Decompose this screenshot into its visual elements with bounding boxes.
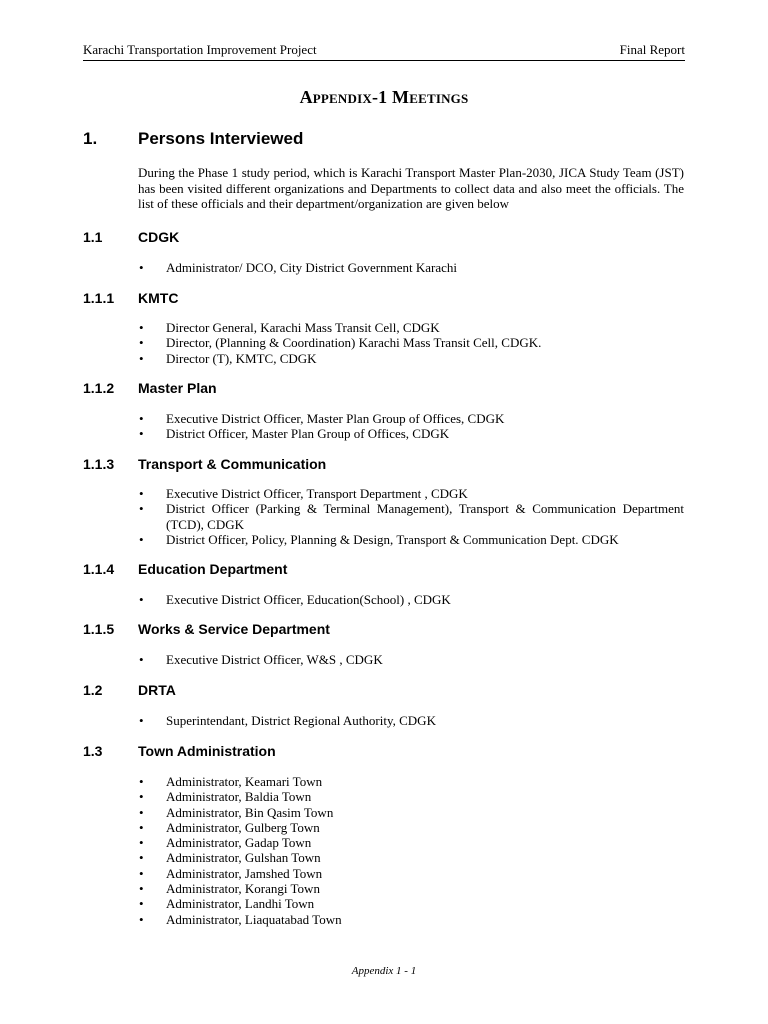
report-type: Final Report [619,42,685,57]
bullet-icon: • [139,426,144,442]
project-name: Karachi Transportation Improvement Project [83,42,317,57]
subsection-title: Town Administration [138,743,276,759]
list-item: • Administrator/ DCO, City District Government Karachi [139,260,458,275]
subsection-heading [83,380,217,396]
bullet-icon: • [139,865,144,881]
subsection-heading [83,621,330,637]
list-item: • Superintendant, District Regional Authority, CDGK [139,713,436,728]
list-item: • Executive District Officer, Education(School) , CDGK [139,592,451,607]
list-item: • District Officer (Parking & Terminal Management), Transport & Communication Department (TCD), CDGK [139,501,684,532]
subsection-title: DRTA [138,682,176,698]
list-item: • Administrator, Liaquatabad Town [139,911,342,927]
bullet-icon: • [139,789,144,805]
list-item: • Administrator, Korangi Town [139,881,320,897]
bullet-icon: • [139,652,144,667]
bullet-icon: • [139,486,144,501]
intro-paragraph: During the Phase 1 study period, which is Karachi Transport Master Plan-2030, JICA Study Team (JST) has been visited different organizations and Departments to collect data and also meet the officials. The list of these officials and their department/organization are given below [138,165,684,211]
bullet-list [138,592,684,607]
bullet-icon: • [139,592,144,607]
section-title: Persons Interviewed [138,129,304,148]
subsection-number: 1.1.1 [83,290,115,306]
bullet-icon: • [139,774,144,789]
bullet-icon: • [139,881,144,897]
list-item: • Administrator, Keamari Town [139,774,323,789]
running-header [83,42,685,61]
list-item: • District Officer, Master Plan Group of Offices, CDGK [139,426,450,442]
bullet-list [138,774,684,927]
subsection-heading [83,561,287,577]
list-item: • Administrator, Baldia Town [139,789,312,805]
bullet-icon: • [139,911,144,927]
list-item: • Director General, Karachi Mass Transit Cell, CDGK [139,320,440,335]
bullet-list [138,652,684,667]
bullet-icon: • [139,896,144,912]
bullet-icon: • [139,804,144,820]
bullet-icon: • [139,850,144,866]
subsection-number: 1.1.3 [83,456,115,472]
subsection-title: Master Plan [138,380,217,396]
bullet-icon: • [139,335,144,351]
subsection-title: Education Department [138,561,288,577]
subsection-title: CDGK [138,229,180,245]
list-item: • Administrator, Landhi Town [139,896,315,912]
bullet-list [138,320,684,366]
bullet-icon: • [139,819,144,835]
subsection-title: Transport & Communication [138,456,327,472]
list-item: • Executive District Officer, W&S , CDGK [139,652,383,667]
bullet-icon: • [139,350,144,366]
bullet-list [138,713,684,728]
subsection-number: 1.1.4 [83,561,115,577]
subsection-heading [83,290,178,306]
subsection-heading [83,743,276,759]
bullet-icon: • [139,411,144,426]
list-item: • Administrator, Gadap Town [139,835,312,851]
list-item: • Executive District Officer, Transport Department , CDGK [139,486,468,501]
bullet-icon: • [139,835,144,851]
bullet-icon: • [139,260,144,275]
section-number: 1. [83,129,98,148]
list-item: • Administrator, Bin Qasim Town [139,804,334,820]
bullet-icon: • [139,531,144,547]
subsection-number: 1.1 [83,229,103,245]
bullet-list [138,411,684,442]
appendix-title: Appendix-1 Meetings [299,87,469,107]
bullet-icon: • [139,713,144,728]
bullet-list [138,260,684,275]
subsection-number: 1.1.2 [83,380,115,396]
subsection-number: 1.1.5 [83,621,115,637]
bullet-icon: • [139,320,144,335]
list-item: • District Officer, Policy, Planning & Design, Transport & Communication Dept. CDGK [139,531,619,547]
page-footer: Appendix 1 - 1 [351,965,417,977]
subsection-number: 1.3 [83,743,103,759]
subsection-number: 1.2 [83,682,103,698]
bullet-list [138,486,684,547]
subsection-heading [83,456,326,472]
subsection-heading [83,682,176,698]
list-item: • Director, (Planning & Coordination) Karachi Mass Transit Cell, CDGK. [139,335,542,351]
section-heading [83,129,303,149]
list-item: • Administrator, Gulshan Town [139,850,321,866]
subsection-heading [83,229,179,245]
list-item: • Administrator, Jamshed Town [139,865,323,881]
list-item: • Director (T), KMTC, CDGK [139,350,317,366]
subsection-title: Works & Service Department [138,621,330,637]
bullet-icon: • [139,501,144,517]
subsection-title: KMTC [138,290,179,306]
list-item: • Administrator, Gulberg Town [139,819,320,835]
list-item: • Executive District Officer, Master Plan Group of Offices, CDGK [139,411,505,426]
